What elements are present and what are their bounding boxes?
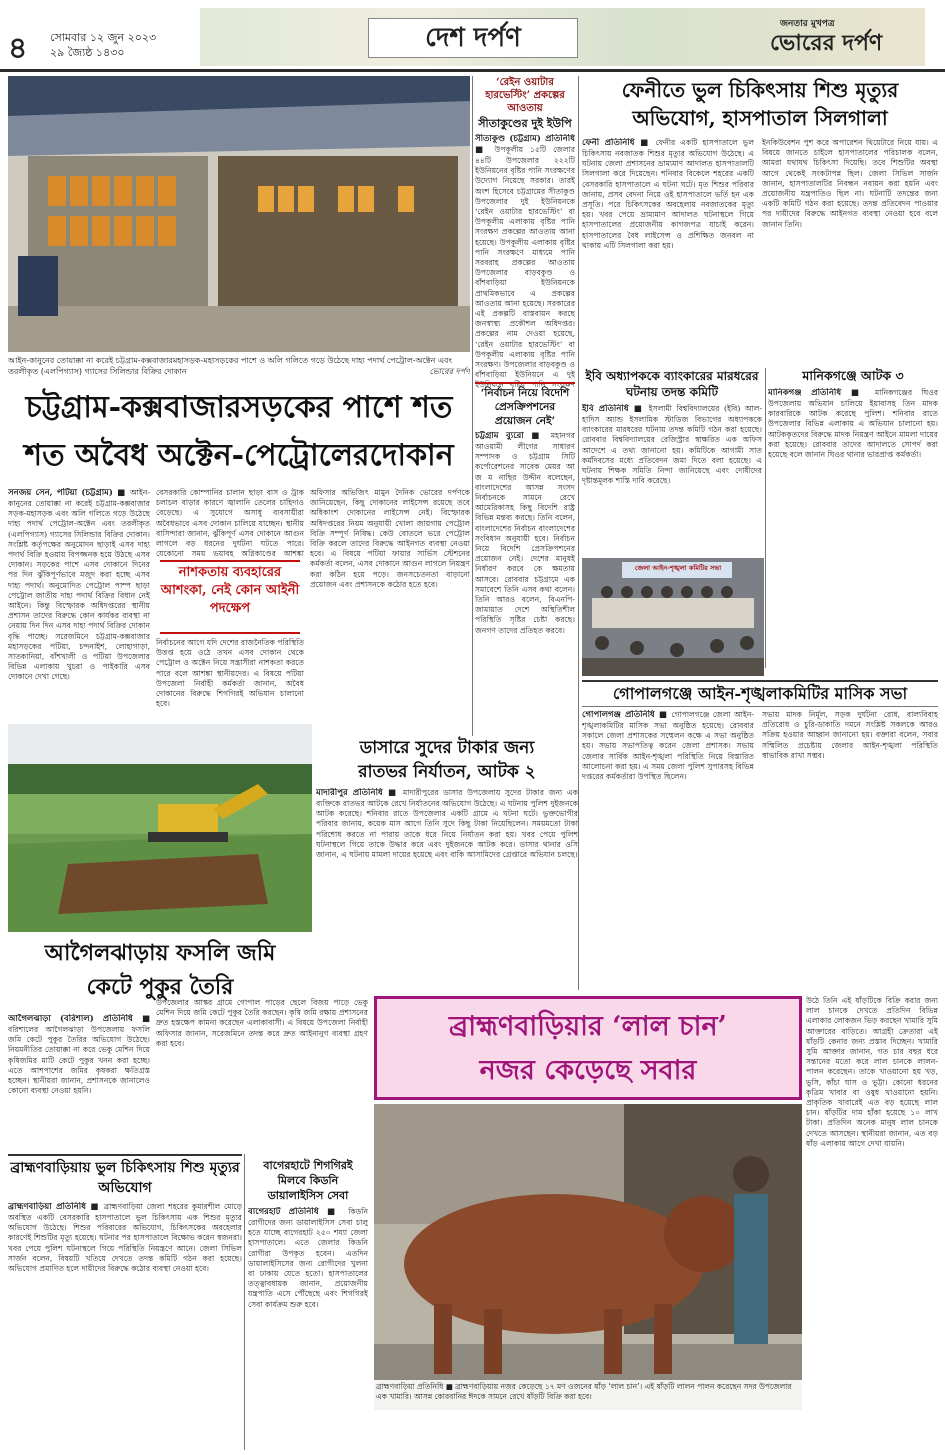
brahmanbaria-byline: ব্রাহ্মণবাড়িয়া প্রতিনিধি ■ — [8, 1202, 100, 1212]
rainwater-byline: সীতাকুণ্ড (চট্টগ্রাম) প্রতিনিধি ■ — [475, 134, 575, 155]
gopalganj-byline: গোপালগঞ্জ প্রতিনিধি ■ — [582, 710, 668, 720]
agailjhara-headline-2: কেটে পুকুর তৈরি — [86, 974, 234, 1000]
article-gopalganj — [582, 680, 938, 990]
agailjhara-byline: আগৈলঝাড়া (বরিশাল) প্রতিনিধি ■ — [8, 1014, 150, 1024]
caption-text: আইন-কানুনের তোয়াক্কা না করেই চট্টগ্রাম-কক্সবাজারমহাসড়ক-মহাসড়কের পাশে ও অলি গলিতে গড়ে উঠেছে দাহ্য পদার্থ পেট্রোল-অক্টেন এবং তরলীকৃত (এলপিগ্যাস) গ্যাসের সিলিন্ডার বিক্রির দোকান — [8, 356, 452, 376]
election-body — [475, 431, 575, 721]
masthead-tagline: জনতার মুখপত্র — [780, 19, 835, 29]
column-rule — [472, 76, 473, 736]
meeting-banner-text: জেলা আইন-শৃঙ্খলা কমিটির সভা — [634, 564, 722, 572]
meeting-illustration — [582, 558, 764, 676]
article-ebi — [582, 368, 762, 558]
rainwater-headline: সীতাকুণ্ডের দুই ইউপি — [478, 117, 572, 130]
lal-chan-side-text: উঠে তিনি এই ষাঁড়টিকে বিক্রি করার জন্য লাল চানকে দেখতে প্রতিদিন বিভিন্ন এলাকার লোকজন ভিড় করছেন খামারি সুমি আক্তারের বাড়িতে। আগ্রহী ক্রেতারা এই ষাঁড়টি কেনার জন্য প্রস্তাব দিচ্ছেন। খামারি সুমি আক্তার জানান, গত চার বছর ধরে সন্তানের মতো করে লাল চানকে লালন-পালন করেছেন। তাকে খাওয়ানো হয় খড়, ভুসি, কাঁচা ঘাস ও ভুট্টা। কোনো ধরনের কৃত্রিম খাবার বা ওষুধ খাওয়ানো হয়নি। প্রাকৃতিক খাবারেই এত বড় হয়েছে লাল চান। ষাঁড়টির দাম হাঁকা হয়েছে ১০ লাখ টাকা। প্রতিদিন অনেক মানুষ লাল চানকে দেখতে আসছেন। স্থানীয়রা জানান, এত বড় ষাঁড় এলাকায় আগে দেখা যায়নি। — [806, 996, 938, 1148]
article-rainwater — [475, 76, 575, 389]
chattogram-headline-2: শত অবৈধ অক্টেন-পেট্রোলেরদোকান — [24, 438, 454, 473]
gopalganj-text-1: গোপালগঞ্জে জেলা আইন-শৃঙ্খলাকমিটির মাসিক সভা অনুষ্ঠিত হয়েছে। রোববার সকালে জেলা প্রশাসকের সম্মেলন কক্ষে এ সভা অনুষ্ঠিত হয়। সভায় সভাপতিত্ব করেন জেলা প্রশাসক। সভায় জেলার সার্বিক আইন-শৃঙ্খলা পরিস্থিতি নিয়ে বিস্তারিত আলোচনা করা হয়। এ সময় জেলা পুলিশ সুপারসহ বিভিন্ন দপ্তরের কর্মকর্তারা উপস্থিত ছিলেন। — [582, 710, 754, 782]
feni-body-col2: ইনকিউবেশন পুশ করে অপারেশন থিয়েটারে নিয়ে যায়। এ বিষয়ে জানতে চাইলে হাসপাতালের পরিচালক বলেন, আমরা যথাযথ চিকিৎসা দিয়েছি। তবে শিশুটির অবস্থা আগে থেকেই সংকটাপন্ন ছিল। জেলা সিভিল সার্জন জানান, হাসপাতালটির নিবন্ধন নবায়ন করা হয়নি এবং প্রয়োজনীয় যন্ত্রপাতিও ছিল না। ঘটনাটি তদন্তের জন্য একটি কমিটি গঠন করা হয়েছে। তদন্ত প্রতিবেদন পাওয়ার পর দায়ীদের বিরুদ্ধে আইনগত ব্যবস্থা নেওয়া হবে বলে জানান তিনি। — [762, 138, 938, 229]
article-feni — [582, 76, 938, 366]
feni-headline-1: ফেনীতে ভুল চিকিৎসায় শিশু মৃত্যুর — [621, 78, 899, 102]
lal-chan-photo-caption: ব্রাহ্মণবাড়িয়া প্রতিনিধি ■ ব্রাহ্মণবাড়িয়ায় নজর কেড়েছে ১৭ মণ ওজনের ষাঁড় ‘লাল চান’। এই ষাঁড়টি লালন পালন করেছেন সদর উপজেলার এক খামারি। আসন্ন কোরবানির ঈদকে সামনে রেখে ষাঁড়টি বিক্রি করা হবে। — [374, 1380, 802, 1410]
chattogram-body-col3: অফিসার অভিজিৎ মামুন দৈনিক ভোরের দর্পণকে জানিয়েছেন, কিছু দোকানের লাইসেন্স রয়েছে তবে অধিকাংশ দোকানের লাইসেন্স নেই। বিস্ফোরক অধিদপ্তরের নিয়ম অনুযায়ী খোলা জায়গায় পেট্রোল বিক্রি সম্পূর্ণ নিষিদ্ধ। কেউ বোতলে ভরে পেট্রোল বিক্রি করলে তাদের বিরুদ্ধে আইনগত ব্যবস্থা নেওয়া হবে। এ বিষয়ে পটিয়া ফায়ার সার্ভিস স্টেশনের কর্মকর্তা বলেন, এসব দোকানে আগুন লাগলে নিয়ন্ত্রণ করা কঠিন হয়ে পড়ে। জনসচেতনতা বাড়ানো প্রয়োজন এবং প্রশাসনকে কঠোর হতে হবে। — [310, 488, 470, 589]
column-rule — [244, 1154, 245, 1450]
chattogram-body-col2b: নির্বাচনের আগে যদি দেশের রাজনৈতিক পরিস্থিতি উত্তপ্ত হয়ে ওঠে তখন এসব দোকান থেকে পেট্রোল ও অক্টেন নিয়ে সন্ত্রাসীরা নাশকতা করতে পারে বলে আশঙ্কা স্থানীয়দের। এ বিষয়ে পটিয়া উপজেলা নির্বাহী কর্মকর্তা জানান, অবৈধ দোকানের বিরুদ্ধে শিগগিরই অভিযান চালানো হবে। — [156, 638, 304, 709]
ebi-headline: ইবি অধ্যাপককে ব্যাংকারের মারধরের ঘটনায় তদন্ত কমিটি — [585, 369, 759, 399]
date-gregorian: সোমবার ১২ জুন ২০২৩ — [50, 31, 157, 44]
chattogram-headline — [8, 384, 470, 484]
lal-chan-headline-2: নজর কেড়েছে সবার — [479, 1055, 697, 1086]
chattogram-body-col1 — [8, 488, 150, 720]
column-rule — [578, 76, 579, 990]
election-text: মহানগর আওয়ামী লীগের সাধারণ সম্পাদক ও চট্টগ্রাম সিটি কর্পোরেশনের সাবেক মেয়র আ জ ম নাছির উদ্দীন বলেছেন, বাংলাদেশের আসন্ন সংসদ নির্বাচনকে সামনে রেখে আমেরিকাসহ কিছু বিদেশি রাষ্ট্র বিভিন্ন মন্তব্য করছে। তিনি বলেন, বাংলাদেশের নির্বাচন বাংলাদেশের সংবিধান অনুযায়ী হবে। নির্বাচন নিয়ে বিদেশি প্রেসক্রিপশনের প্রয়োজন নেই। দেশের মানুষই নির্ধারণ করবে কে ক্ষমতায় আসবে। রোববার চট্টগ্রামে এক সমাবেশে তিনি এসব কথা বলেন। তিনি আরও বলেন, বিএনপি-জামায়াত দেশে অস্থিতিশীল পরিস্থিতি সৃষ্টির চেষ্টা করছে। জনগণ তাদের প্রতিহত করবে। — [475, 431, 575, 635]
masthead-name: ভোরের দর্পণ — [770, 30, 883, 56]
chattogram-byline: সনজয় সেন, পটিয়া (চট্টগ্রাম) ■ — [8, 488, 127, 498]
bagerhat-text: কিডনি রোগীদের জন্য ডায়ালাইসিস সেবা চালু হতে যাচ্ছে বাগেরহাট ২৫০ শয্যা জেলা হাসপাতালে। এতে জেলার কিডনি রোগীরা উপকৃত হবেন। এতদিন ডায়ালাইসিসের জন্য রোগীদের খুলনা বা ঢাকায় যেতে হতো। হাসপাতালের তত্ত্বাবধায়ক জানান, প্রয়োজনীয় যন্ত্রপাতি এসে পৌঁছেছে এবং শিগগিরই সেবা কার্যক্রম শুরু হবে। — [248, 1207, 368, 1309]
feni-headline-2: অভিযোগ, হাসপাতাল সিলগালা — [632, 106, 888, 130]
masthead — [770, 19, 883, 63]
brahmanbaria-body — [8, 1202, 242, 1442]
ebi-text: ইসলামী বিশ্ববিদ্যালয়ের (ইবি) আল-হাদিস অ্যান্ড ইসলামিক স্টাডিজ বিভাগের অধ্যাপককে ব্যাংকারের মারধরের ঘটনায় তদন্ত কমিটি গঠন করা হয়েছে। রোববার বিশ্ববিদ্যালয়ের রেজিস্ট্রার স্বাক্ষরিত এক অফিস আদেশে এ তথ্য জানানো হয়। কমিটিকে আগামী সাত কর্মদিবসের মধ্যে প্রতিবেদন জমা দিতে বলা হয়েছে। এ ঘটনায় শিক্ষক সমিতি নিন্দা জানিয়েছে এবং দোষীদের দৃষ্টান্তমূলক শাস্তি দাবি করেছে। — [582, 404, 762, 486]
rainwater-text: উপকূলীয় ১৫টি জেলার ৪৪টি উপজেলার ২২২টি ইউনিয়নের বৃষ্টির পানি সংরক্ষণের উদ্যোগ নিয়েছে সরকার। তারই অংশ হিসেবে চট্টগ্রামের সীতাকুণ্ড উপজেলার দুই ইউনিয়নকে ‘রেইন ওয়াটার হারভেস্টিং’ বা উপকূলীয় এলাকায় বৃষ্টির পানি সংরক্ষণ প্রকল্পের আওতায় আনা হয়েছে। উপকূলীয় এলাকায় বৃষ্টির পানি সংরক্ষণে মাধ্যমে পানি সরবরাহ প্রকল্পের আওতায় উপজেলার বাড়বকুণ্ড ও বাঁশবাড়িয়া ইউনিয়নকে প্রাথমিকভাবে এ প্রকল্পের আওতায় আনা হয়েছে। সরকারের এই প্রকল্পটি বাস্তবায়ন করছে জনস্বাস্থ্য প্রকৌশল অধিদপ্তর। প্রকল্পের নাম দেওয়া হয়েছে, ‘রেইন ওয়াটার হারভেস্টিং’ বা উপকূলীয় এলাকায় বৃষ্টির পানি সংরক্ষণ। উপজেলার বাড়বকুণ্ড ও বাঁশবাড়িয়া ইউনিয়নে এ দুই ইউনিয়নে বৃষ্টির পানি সংরক্ষণ — [475, 145, 575, 389]
election-headline: ‘নির্বাচন নিয়ে বিদেশি প্রেসক্রিপশনের প্রয়োজন নেই’ — [475, 382, 575, 428]
lal-chan-headline-box — [374, 996, 802, 1100]
brahmanbaria-text: ব্রাহ্মণবাড়িয়া জেলা শহরের কুমারশীল মোড়ে অবস্থিত একটি বেসরকারি হাসপাতালে ভুল চিকিৎসায় এক শিশুর মৃত্যুর অভিযোগ উঠেছে। শিশুর পরিবারের অভিযোগ, চিকিৎসকের অবহেলার কারণেই শিশুটির মৃত্যু হয়েছে। ঘটনার পর হাসপাতালে বিক্ষোভ করেন স্বজনরা। খবর পেয়ে পুলিশ ঘটনাস্থলে গিয়ে পরিস্থিতি নিয়ন্ত্রণে আনে। জেলা সিভিল সার্জন বলেন, বিষয়টি খতিয়ে দেখতে তদন্ত কমিটি গঠন করা হয়েছে। অভিযোগ প্রমাণিত হলে দায়ীদের বিরুদ্ধে কঠোর ব্যবস্থা নেওয়া হবে। — [8, 1202, 242, 1274]
date-bangla: ২৯ জ্যৈষ্ঠ ১৪৩০ — [50, 46, 125, 59]
ebi-byline: ইবি প্রতিনিধি ■ — [582, 404, 645, 414]
gopalganj-body-col1 — [582, 710, 754, 990]
chattogram-headline-1: চট্টগ্রাম-কক্সবাজারসড়কের পাশে শত — [25, 390, 453, 425]
photo-meeting — [582, 558, 764, 676]
chattogram-pull-quote — [160, 560, 300, 634]
rainwater-kicker: ‘রেইন ওয়াটার হারভেস্টিং’ প্রকল্পের আওতায় — [485, 77, 565, 114]
article-manikganj — [768, 368, 938, 658]
manikganj-headline: মানিকগঞ্জে আটক ৩ — [802, 368, 904, 383]
feni-body-col1 — [582, 138, 754, 366]
photo-lal-chan — [374, 1104, 802, 1410]
agailjhara-body-col1 — [8, 1014, 150, 1148]
column-rule — [765, 368, 766, 668]
photo-excavator — [8, 724, 312, 932]
chattogram-body-col2a: বেসরকারি কোম্পানির চালান ছাড়া বাস ও ট্রাক চলাচল বাড়ার কারণে জ্বালানি তেলের চাহিদাও বেড়েছে। এ সুযোগে অসাধু ব্যবসায়ীরা অবৈধভাবে এসব দোকান চালিয়ে যাচ্ছেন। স্থানীয় বাসিন্দারা জানান, ঝুঁকিপূর্ণ এসব দোকানে আগুন লাগলে বড় ধরনের দুর্ঘটনা ঘটতে পারে। যেকোনো সময় ভয়াবহ অগ্নিকাণ্ডের আশঙ্কা — [156, 488, 304, 558]
page-header — [0, 0, 945, 72]
chattogram-text-1: আইন-কানুনের তোয়াক্কা না করেই চট্টগ্রাম-কক্সবাজার সড়ক-মহাসড়ক এবং অলি গলিতে গড়ে উঠেছে দাহ্য পদার্থ পেট্রোল-অক্টেন এবং তরলীকৃত (এলপিগ্যাস) গ্যাসের সিলিন্ডার বিক্রির দোকান। সংশ্লিষ্ট কর্তৃপক্ষের অনুমোদন ছাড়াই এসব দাহ্য পদার্থ বিক্রি হওয়ায় বিপজ্জনক হয়ে উঠছে এসব দোকান। সড়কের পাশে এসব দোকানে দিনের পর দিন ঝুঁকিপূর্ণভাবে মজুদ করা হচ্ছে এসব দাহ্য পদার্থ। অনুমোদিত পেট্রোল পাম্প ছাড়া পেট্রোল জাতীয় দাহ্য পদার্থ বিক্রির বিধান নেই আইনে। কিন্তু বিস্ফোরক অধিদপ্তরের স্থানীয় প্রশাসন তাদের বিরুদ্ধে কোন কার্যকর ব্যবস্থা না নেয়ায় দিন দিন এসব দাহ্য পদার্থ বিক্রির দোকান বৃদ্ধি পাচ্ছে। সরেজমিনে চট্টগ্রাম-কক্সবাজার মহাসড়কের পটিয়া, চন্দনাইশ, লোহাগাড়া, সাতকানিয়া, বাঁশখালী ও পটিয়া উপজেলার বিভিন্ন এলাকায় খুচরা ও পাইকারি এসব দোকানে দেখা গেছে। — [8, 488, 150, 682]
ebi-body — [582, 404, 762, 554]
rainwater-body — [475, 134, 575, 389]
feni-text-1: ফেনীর একটি হাসপাতালে ভুল চিকিৎসায় নবজাতক শিশুর মৃত্যুর অভিযোগ উঠেছে। এ ঘটনায় জেলা প্রশাসনের ভ্রাম্যমাণ আদালত হাসপাতালটি সিলগালা করে দিয়েছেন। শনিবার বিকেলে শহরের একটি বেসরকারি হাসপাতালে এ ঘটনা ঘটে। মৃত শিশুর পরিবার জানায়, প্রসব বেদনা নিয়ে ওই হাসপাতালে ভর্তি হন এক প্রসূতি। পরে চিকিৎসকের অবহেলায় নবজাতকের মৃত্যু হয়। খবর পেয়ে ভ্রাম্যমাণ আদালত ঘটনাস্থলে গিয়ে হাসপাতালের প্রয়োজনীয় কাগজপত্র যাচাই করেন। হাসপাতালের বৈধ লাইসেন্স ও প্রশিক্ষিত জনবল না থাকায় এটি সিলগালা করা হয়। — [582, 138, 754, 250]
dasar-body — [316, 788, 578, 984]
brahmanbaria-headline: ব্রাহ্মণবাড়িয়ায় ভুল চিকিৎসায় শিশু মৃত্যুর অভিযোগ — [8, 1154, 242, 1198]
photo-credit: ভোরের দর্পণ — [429, 367, 470, 376]
bagerhat-byline: বাগেরহাট প্রতিনিধি ■ — [248, 1207, 341, 1217]
pull-quote-text: নাশকতায় ব্যবহারের আশংকা, নেই কোন আইনী পদক্ষেপ — [160, 565, 300, 616]
photo-fuel-shop — [8, 76, 470, 352]
fuel-shop-illustration — [8, 76, 470, 352]
photo-fuel-shop-caption — [8, 355, 470, 381]
agailjhara-headline-1: আগৈলঝাড়ায় ফসলি জমি — [44, 940, 276, 966]
manikganj-byline: মানিকগঞ্জ প্রতিনিধি ■ — [768, 388, 866, 398]
bull-illustration — [374, 1104, 802, 1410]
dasar-headline-1: ডাসারে সুদের টাকার জন্য — [359, 738, 535, 758]
excavator-illustration — [8, 724, 312, 932]
article-dasar — [316, 736, 578, 990]
section-title: দেশ দর্পণ — [368, 18, 578, 58]
lal-chan-headline-1: ব্রাহ্মণবাড়িয়ার ‘লাল চান’ — [449, 1011, 727, 1042]
bagerhat-body — [248, 1207, 368, 1439]
dasar-headline-2: রাতভর নির্যাতন, আটক ২ — [358, 762, 536, 782]
article-brahmanbaria-death — [8, 1154, 242, 1450]
agailjhara-text-1: বরিশালের আগৈলঝাড়া উপজেলায় ফসলি জমি কেটে পুকুর তৈরির অভিযোগ উঠেছে। নিয়মনীতির তোয়াক্কা না করে ভেকু মেশিন দিয়ে কৃষিজমির মাটি কেটে পুকুর খনন করা হচ্ছে। এতে আশপাশের জমির কৃষকরা ক্ষতিগ্রস্ত হচ্ছেন। স্থানীয়রা জানান, প্রশাসনকে জানালেও কোনো ব্যবস্থা নেওয়া হয়নি। — [8, 1025, 150, 1096]
manikganj-body — [768, 388, 938, 648]
dasar-text: মাদারীপুরের ডাসার উপজেলায় সুদের টাকার জন্য এক ব্যক্তিকে রাতভর আটকে রেখে নির্যাতনের অভিযোগ উঠেছে। এ ঘটনায় পুলিশ দুইজনকে আটক করেছে। শনিবার রাতে উপজেলার একটি গ্রামে এ ঘটনা ঘটে। ভুক্তভোগীর পরিবার জানায়, কয়েক মাস আগে তিনি সুদে কিছু টাকা নিয়েছিলেন। সময়মতো টাকা পরিশোধ করতে না পারায় তাকে ধরে নিয়ে নির্যাতন করা হয়। খবর পেয়ে পুলিশ ঘটনাস্থলে গিয়ে তাকে উদ্ধার করে এবং দুইজনকে আটক করে। ডাসার থানার ওসি জানান, এ ঘটনায় মামলা দায়ের হয়েছে এবং বাকি আসামিদের গ্রেপ্তারে অভিযান চলছে। — [316, 788, 578, 860]
feni-byline: ফেনী প্রতিনিধি ■ — [582, 138, 651, 148]
dasar-byline: মাদারীপুর প্রতিনিধি ■ — [316, 788, 399, 798]
agailjhara-body-col2: উপজেলার আস্কর গ্রামে গোপাল পাড়ের ছেলে বিজয় পাড়ে ভেকু মেশিন দিয়ে জমি কেটে পুকুর তৈরি করছেন। কৃষি জমি রক্ষায় প্রশাসনের দ্রুত হস্তক্ষেপ কামনা করেছেন এলাকাবাসী। এ বিষয়ে উপজেলা নির্বাহী অফিসার জানান, সরেজমিনে তদন্ত করে দ্রুত আইনানুগ ব্যবস্থা গ্রহণ করা হবে। — [156, 998, 368, 1048]
manikganj-text: মানিকগঞ্জের ঘিওর উপজেলায় অভিযান চালিয়ে ইয়াবাসহ তিন মাদক কারবারিকে আটক করেছে পুলিশ। শনিবার রাতে উপজেলার বিভিন্ন এলাকায় এ অভিযান চালানো হয়। আটককৃতদের বিরুদ্ধে মাদক নিয়ন্ত্রণ আইনে মামলা দায়ের করা হয়েছে। রোববার তাদের আদালতে সোপর্দ করা হয়েছে বলে জানান ঘিওর থানার ভারপ্রাপ্ত কর্মকর্তা। — [768, 388, 938, 460]
gopalganj-body-col2: সভায় মাদক নির্মূল, সড়ক দুর্ঘটনা রোধ, বাল্যবিবাহ প্রতিরোধ ও চুরি-ডাকাতি দমনে সংশ্লিষ্ট সকলকে আরও সক্রিয় হওয়ার আহ্বান জানানো হয়। বক্তারা বলেন, সবার সম্মিলিত প্রচেষ্টায় জেলার আইন-শৃঙ্খলা পরিস্থিতি স্বাভাবিক রাখা সম্ভব। — [762, 710, 938, 760]
issue-date — [50, 30, 156, 60]
election-byline: চট্টগ্রাম ব্যুরো ■ — [475, 431, 544, 441]
bagerhat-headline: বাগেরহাটে শিগগিরই মিলবে কিডনি ডায়ালাইসিস সেবা — [263, 1159, 353, 1202]
article-bagerhat — [248, 1158, 368, 1450]
article-election — [475, 382, 575, 732]
page-number: ৪ — [8, 31, 28, 66]
gopalganj-headline: গোপালগঞ্জে আইন-শৃঙ্খলাকমিটির মাসিক সভা — [582, 680, 938, 707]
